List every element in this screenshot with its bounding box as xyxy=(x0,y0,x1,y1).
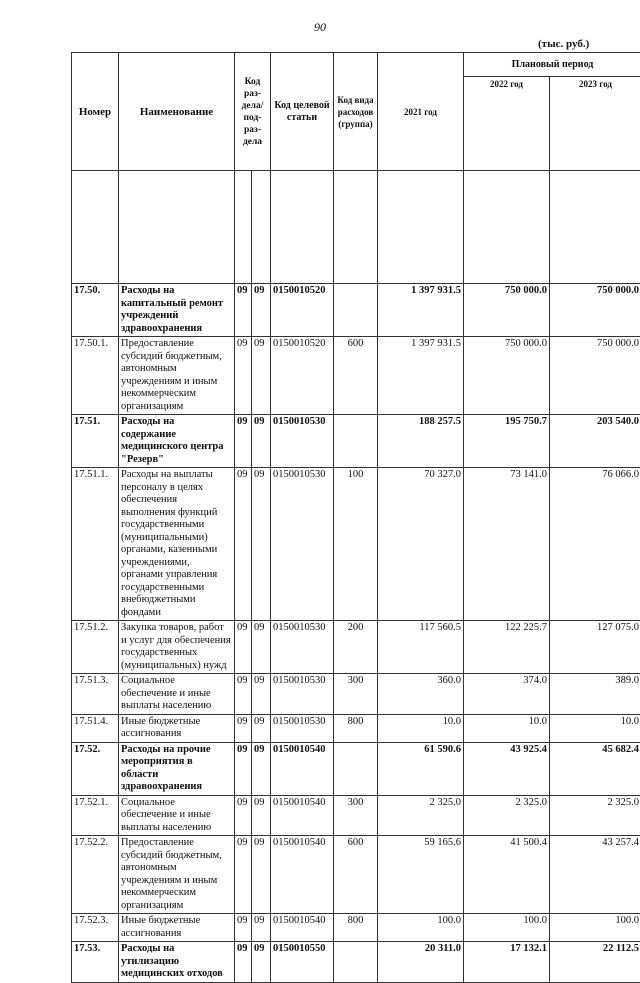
table-row xyxy=(72,714,640,742)
row-subsection: 09 xyxy=(252,621,271,674)
row-number: 17.52. xyxy=(72,742,119,795)
row-amount-2022: 43 925.4 xyxy=(464,742,550,795)
row-number: 17.50. xyxy=(72,284,119,337)
row-amount-2022: 2 325.0 xyxy=(464,795,550,836)
empty-row xyxy=(72,171,640,284)
row-amount-2021: 360.0 xyxy=(378,674,464,715)
row-amount-2023: 389.0 xyxy=(550,674,640,715)
row-amount-2021: 188 257.5 xyxy=(378,415,464,468)
header-planning-period: Плановый период xyxy=(464,53,640,77)
row-number: 17.51.3. xyxy=(72,674,119,715)
row-amount-2021: 61 590.6 xyxy=(378,742,464,795)
row-target-code: 0150010530 xyxy=(271,674,334,715)
row-expense-type xyxy=(334,742,378,795)
row-name: Иные бюджетные ассигнования xyxy=(119,914,235,942)
row-name: Расходы на прочие мероприятия в области здравоохранения xyxy=(119,742,235,795)
row-amount-2021: 2 325.0 xyxy=(378,795,464,836)
row-amount-2023: 127 075.0 xyxy=(550,621,640,674)
row-expense-type: 300 xyxy=(334,795,378,836)
row-amount-2022: 41 500.4 xyxy=(464,836,550,914)
row-section: 09 xyxy=(235,415,252,468)
row-subsection: 09 xyxy=(252,795,271,836)
table-row xyxy=(72,942,640,983)
row-section: 09 xyxy=(235,942,252,983)
row-amount-2021: 1 397 931.5 xyxy=(378,337,464,415)
row-amount-2021: 20 311.0 xyxy=(378,942,464,983)
header-year-2023: 2023 год xyxy=(550,77,640,171)
budget-table xyxy=(71,52,640,983)
row-target-code: 0150010530 xyxy=(271,621,334,674)
row-section: 09 xyxy=(235,742,252,795)
header-section-code: Код раз-дела/ под-раз-дела xyxy=(235,53,271,171)
row-number: 17.52.1. xyxy=(72,795,119,836)
table-row xyxy=(72,914,640,942)
row-number: 17.51.4. xyxy=(72,714,119,742)
row-amount-2021: 1 397 931.5 xyxy=(378,284,464,337)
row-subsection: 09 xyxy=(252,714,271,742)
row-number: 17.50.1. xyxy=(72,337,119,415)
row-amount-2021: 117 560.5 xyxy=(378,621,464,674)
row-amount-2022: 122 225.7 xyxy=(464,621,550,674)
table-body xyxy=(72,171,640,983)
table-row xyxy=(72,468,640,621)
row-subsection: 09 xyxy=(252,284,271,337)
row-amount-2021: 10.0 xyxy=(378,714,464,742)
row-expense-type: 600 xyxy=(334,836,378,914)
row-expense-type xyxy=(334,942,378,983)
row-number: 17.52.3. xyxy=(72,914,119,942)
row-expense-type: 800 xyxy=(334,714,378,742)
row-target-code: 0150010540 xyxy=(271,742,334,795)
row-amount-2021: 59 165.6 xyxy=(378,836,464,914)
row-subsection: 09 xyxy=(252,337,271,415)
row-name: Закупка товаров, работ и услуг для обеспечения государственных (муниципальных) нужд xyxy=(119,621,235,674)
row-expense-type: 200 xyxy=(334,621,378,674)
row-target-code: 0150010520 xyxy=(271,284,334,337)
table-row xyxy=(72,674,640,715)
row-amount-2023: 100.0 xyxy=(550,914,640,942)
row-subsection: 09 xyxy=(252,914,271,942)
row-amount-2023: 43 257.4 xyxy=(550,836,640,914)
row-target-code: 0150010550 xyxy=(271,942,334,983)
row-amount-2022: 374.0 xyxy=(464,674,550,715)
row-amount-2022: 10.0 xyxy=(464,714,550,742)
table-row xyxy=(72,284,640,337)
row-amount-2022: 17 132.1 xyxy=(464,942,550,983)
row-target-code: 0150010540 xyxy=(271,914,334,942)
header-name: Наименование xyxy=(119,53,235,171)
row-subsection: 09 xyxy=(252,415,271,468)
row-section: 09 xyxy=(235,621,252,674)
row-target-code: 0150010530 xyxy=(271,468,334,621)
row-amount-2022: 750 000.0 xyxy=(464,337,550,415)
row-amount-2023: 22 112.5 xyxy=(550,942,640,983)
row-amount-2021: 100.0 xyxy=(378,914,464,942)
row-subsection: 09 xyxy=(252,468,271,621)
row-name: Расходы на капитальный ремонт учреждений здравоохранения xyxy=(119,284,235,337)
row-name: Расходы на выплаты персоналу в целях обеспечения выполнения функций государственными (муниципальными) органами, казенными учреждениями, органами управления государственными внебюджетными фондами xyxy=(119,468,235,621)
row-name: Предоставление субсидий бюджетным, автономным учреждениям и иным некоммерческим организациям xyxy=(119,337,235,415)
row-amount-2022: 73 141.0 xyxy=(464,468,550,621)
header-expense-type-code: Код вида расходов (группа) xyxy=(334,53,378,171)
row-amount-2022: 750 000.0 xyxy=(464,284,550,337)
row-section: 09 xyxy=(235,284,252,337)
row-amount-2022: 100.0 xyxy=(464,914,550,942)
row-section: 09 xyxy=(235,795,252,836)
row-section: 09 xyxy=(235,468,252,621)
row-amount-2023: 10.0 xyxy=(550,714,640,742)
table-row xyxy=(72,836,640,914)
table-row xyxy=(72,337,640,415)
row-number: 17.51. xyxy=(72,415,119,468)
row-expense-type xyxy=(334,415,378,468)
row-expense-type xyxy=(334,284,378,337)
table-header xyxy=(72,53,640,171)
row-expense-type: 800 xyxy=(334,914,378,942)
row-amount-2023: 750 000.0 xyxy=(550,284,640,337)
row-target-code: 0150010530 xyxy=(271,714,334,742)
row-expense-type: 100 xyxy=(334,468,378,621)
header-number: Номер xyxy=(72,53,119,171)
row-name: Предоставление субсидий бюджетным, автономным учреждениям и иным некоммерческим организациям xyxy=(119,836,235,914)
row-number: 17.52.2. xyxy=(72,836,119,914)
row-amount-2022: 195 750.7 xyxy=(464,415,550,468)
row-target-code: 0150010520 xyxy=(271,337,334,415)
table-row xyxy=(72,621,640,674)
row-section: 09 xyxy=(235,674,252,715)
row-section: 09 xyxy=(235,914,252,942)
row-name: Социальное обеспечение и иные выплаты населению xyxy=(119,674,235,715)
header-target-code: Код целевой статьи xyxy=(271,53,334,171)
row-amount-2023: 203 540.0 xyxy=(550,415,640,468)
row-section: 09 xyxy=(235,714,252,742)
row-amount-2023: 76 066.0 xyxy=(550,468,640,621)
row-subsection: 09 xyxy=(252,942,271,983)
units-label: (тыс. руб.) xyxy=(538,38,589,50)
header-year-2021: 2021 год xyxy=(378,53,464,171)
row-subsection: 09 xyxy=(252,674,271,715)
row-target-code: 0150010540 xyxy=(271,795,334,836)
row-name: Социальное обеспечение и иные выплаты населению xyxy=(119,795,235,836)
row-amount-2023: 2 325.0 xyxy=(550,795,640,836)
row-expense-type: 600 xyxy=(334,337,378,415)
table-row xyxy=(72,742,640,795)
row-section: 09 xyxy=(235,337,252,415)
row-name: Иные бюджетные ассигнования xyxy=(119,714,235,742)
row-number: 17.53. xyxy=(72,942,119,983)
row-name: Расходы на утилизацию медицинских отходов xyxy=(119,942,235,983)
table-row xyxy=(72,415,640,468)
row-subsection: 09 xyxy=(252,836,271,914)
header-year-2022: 2022 год xyxy=(464,77,550,171)
row-amount-2023: 45 682.4 xyxy=(550,742,640,795)
row-expense-type: 300 xyxy=(334,674,378,715)
row-subsection: 09 xyxy=(252,742,271,795)
row-amount-2021: 70 327.0 xyxy=(378,468,464,621)
row-target-code: 0150010540 xyxy=(271,836,334,914)
row-amount-2023: 750 000.0 xyxy=(550,337,640,415)
row-number: 17.51.2. xyxy=(72,621,119,674)
row-name: Расходы на содержание медицинского центра "Резерв" xyxy=(119,415,235,468)
row-target-code: 0150010530 xyxy=(271,415,334,468)
page-number: 90 xyxy=(0,20,640,35)
row-section: 09 xyxy=(235,836,252,914)
table-row xyxy=(72,795,640,836)
row-number: 17.51.1. xyxy=(72,468,119,621)
